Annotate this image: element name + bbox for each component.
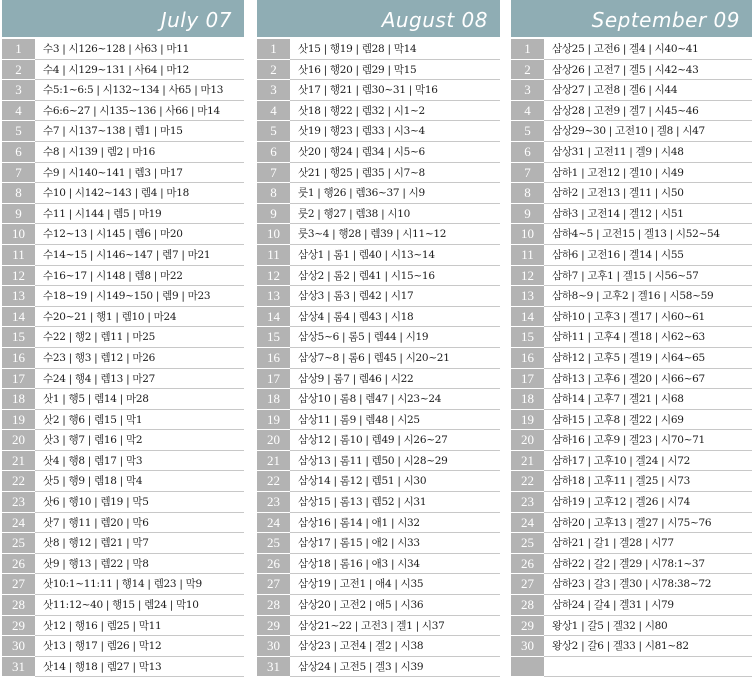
day-number: 9 <box>257 204 290 225</box>
reading-passages: 삼상17 | 롬15 | 애2 | 시33 <box>298 537 420 550</box>
reading-row <box>2 224 244 245</box>
reading-row <box>257 389 500 410</box>
reading-passages: 삼하24 | 갈4 | 겔31 | 시79 <box>552 599 674 612</box>
reading-passages: 삿3 | 행7 | 렘16 | 막2 <box>43 434 143 447</box>
reading-passages: 삿18 | 행22 | 렘32 | 시1~2 <box>298 104 425 117</box>
reading-passages: 삼하2 | 고전13 | 겔11 | 시50 <box>552 187 684 200</box>
month-column-july <box>2 0 244 677</box>
day-number: 19 <box>257 410 290 431</box>
reading-passages: 삼하3 | 고전14 | 겔12 | 시51 <box>552 207 684 220</box>
reading-passages: 삼상23 | 고전4 | 겔2 | 시38 <box>298 640 424 653</box>
reading-row <box>511 224 752 245</box>
reading-passages: 룻3~4 | 행28 | 렘39 | 시11~12 <box>298 228 447 241</box>
reading-row <box>511 554 752 575</box>
reading-row <box>2 410 244 431</box>
reading-passages: 삼상28 | 고전9 | 겔7 | 시45~46 <box>552 104 699 117</box>
day-number: 2 <box>511 60 544 81</box>
reading-passages: 삼하10 | 고후3 | 겔17 | 시60~61 <box>552 310 705 323</box>
reading-row <box>257 204 500 225</box>
reading-passages: 삼하12 | 고후5 | 겔19 | 시64~65 <box>552 351 705 364</box>
reading-passages: 수3 | 시126~128 | 사63 | 마11 <box>43 43 189 55</box>
reading-passages: 삼하22 | 갈2 | 겔29 | 시78:1~37 <box>552 557 705 570</box>
reading-row <box>257 595 500 616</box>
reading-passages: 수14~15 | 시146~147 | 렘7 | 마21 <box>43 248 211 261</box>
reading-row <box>257 60 500 81</box>
reading-row <box>2 142 244 163</box>
reading-passages: 삼하14 | 고후7 | 겔21 | 시68 <box>552 393 684 406</box>
reading-row <box>511 286 752 307</box>
reading-row <box>511 245 752 266</box>
reading-row <box>2 636 244 657</box>
day-number: 29 <box>511 616 544 637</box>
reading-row <box>2 533 244 554</box>
day-number: 23 <box>2 492 35 513</box>
day-number: 1 <box>257 39 290 60</box>
reading-passages: 수12~13 | 시145 | 렘6 | 마20 <box>43 228 183 241</box>
reading-passages: 삼상27 | 고전8 | 겔6 | 시44 <box>552 84 678 97</box>
reading-passages: 삼상12 | 롬10 | 렘49 | 시26~27 <box>298 434 448 447</box>
day-number: 28 <box>257 595 290 616</box>
reading-row <box>257 410 500 431</box>
reading-passages: 삿9 | 행13 | 렘22 | 막8 <box>43 557 149 570</box>
day-number: 9 <box>2 204 35 225</box>
reading-row <box>511 163 752 184</box>
reading-row <box>2 60 244 81</box>
day-number: 15 <box>257 327 290 348</box>
day-number: 2 <box>2 60 35 81</box>
reading-row <box>257 430 500 451</box>
reading-passages: 삼상25 | 고전6 | 겔4 | 시40~41 <box>552 43 699 55</box>
reading-row <box>2 204 244 225</box>
day-number: 18 <box>2 389 35 410</box>
day-number: 22 <box>511 471 544 492</box>
reading-passages: 수9 | 시140~141 | 렘3 | 마17 <box>43 166 183 179</box>
day-number: 21 <box>2 451 35 472</box>
reading-passages: 룻2 | 행27 | 렘38 | 시10 <box>298 207 410 220</box>
reading-passages: 수24 | 행4 | 렘13 | 마27 <box>43 372 155 385</box>
day-number: 5 <box>2 121 35 142</box>
reading-row <box>257 554 500 575</box>
reading-row <box>2 430 244 451</box>
reading-passages: 삼상26 | 고전7 | 겔5 | 시42~43 <box>552 63 699 76</box>
reading-passages: 삼상20 | 고전2 | 애5 | 시36 <box>298 599 424 612</box>
day-number: 5 <box>511 121 544 142</box>
day-number: 3 <box>2 80 35 101</box>
month-column-august <box>257 0 500 677</box>
reading-passages: 수4 | 시129~131 | 사64 | 마12 <box>43 63 189 76</box>
reading-passages: 삿17 | 행21 | 렘30~31 | 막16 <box>298 84 438 97</box>
day-number: 31 <box>2 657 35 678</box>
reading-row <box>511 471 752 492</box>
day-number: 14 <box>257 307 290 328</box>
day-number: 25 <box>257 533 290 554</box>
reading-passages: 수10 | 시142~143 | 렘4 | 마18 <box>43 187 189 200</box>
reading-passages: 왕상2 | 갈6 | 겔33 | 시81~82 <box>552 640 689 653</box>
day-number: 13 <box>2 286 35 307</box>
reading-row <box>511 348 752 369</box>
reading-row <box>511 492 752 513</box>
reading-row <box>2 245 244 266</box>
reading-row <box>2 121 244 142</box>
day-number: 27 <box>2 574 35 595</box>
day-number: 31 <box>257 657 290 678</box>
reading-row <box>2 389 244 410</box>
reading-row <box>257 636 500 657</box>
day-number: 30 <box>257 636 290 657</box>
reading-passages: 삿10:1~11:11 | 행14 | 렘23 | 막9 <box>43 578 202 591</box>
reading-row <box>511 101 752 122</box>
reading-passages: 삼상31 | 고전11 | 겔9 | 시48 <box>552 145 684 158</box>
reading-passages: 삼상14 | 롬12 | 렘51 | 시30 <box>298 475 427 488</box>
reading-passages: 삿21 | 행25 | 렘35 | 시7~8 <box>298 166 425 179</box>
reading-passages: 삼하13 | 고후6 | 겔20 | 시66~67 <box>552 372 705 385</box>
day-number: 27 <box>257 574 290 595</box>
reading-row <box>511 513 752 534</box>
day-number: 8 <box>2 183 35 204</box>
reading-passages: 삼상1 | 롬1 | 렘40 | 시13~14 <box>298 248 435 261</box>
day-number: 16 <box>257 348 290 369</box>
reading-passages: 삼하17 | 고후10 | 겔24 | 시72 <box>552 454 691 467</box>
day-number: 23 <box>511 492 544 513</box>
reading-passages: 삿15 | 행19 | 렘28 | 막14 <box>298 43 417 55</box>
day-number: 8 <box>511 183 544 204</box>
reading-passages: 수6:6~27 | 시135~136 | 사66 | 마14 <box>43 104 220 117</box>
reading-passages: 삼상24 | 고전5 | 겔3 | 시39 <box>298 660 424 673</box>
day-number: 21 <box>257 451 290 472</box>
reading-passages: 삿5 | 행9 | 렘18 | 막4 <box>43 475 143 488</box>
reading-list <box>2 39 244 677</box>
reading-row <box>511 657 752 678</box>
day-number: 24 <box>2 513 35 534</box>
day-number: 15 <box>511 327 544 348</box>
day-number <box>511 657 544 678</box>
day-number: 9 <box>511 204 544 225</box>
reading-passages: 삿12 | 행16 | 렘25 | 막11 <box>43 619 162 632</box>
reading-passages: 삿7 | 행11 | 렘20 | 막6 <box>43 516 149 529</box>
reading-row <box>2 348 244 369</box>
reading-row <box>511 574 752 595</box>
reading-passages: 수7 | 시137~138 | 렘1 | 마15 <box>43 125 183 138</box>
reading-row <box>2 595 244 616</box>
reading-row <box>511 204 752 225</box>
reading-passages: 수16~17 | 시148 | 렘8 | 마22 <box>43 269 183 282</box>
reading-row <box>257 101 500 122</box>
reading-row <box>511 60 752 81</box>
reading-list <box>511 39 752 677</box>
reading-row <box>511 142 752 163</box>
month-title: September 09 <box>511 0 752 37</box>
month-column-september <box>511 0 752 677</box>
reading-passages: 삼하15 | 고후8 | 겔22 | 시69 <box>552 413 684 426</box>
day-number: 30 <box>511 636 544 657</box>
reading-row <box>511 121 752 142</box>
reading-passages: 삼하19 | 고후12 | 겔26 | 시74 <box>552 496 691 509</box>
reading-row <box>257 224 500 245</box>
reading-row <box>2 39 244 60</box>
reading-passages: 삿11:12~40 | 행15 | 렘24 | 막10 <box>43 599 199 612</box>
reading-list <box>257 39 500 677</box>
reading-row <box>257 163 500 184</box>
reading-row <box>2 183 244 204</box>
reading-row <box>2 266 244 287</box>
reading-row <box>511 80 752 101</box>
day-number: 24 <box>257 513 290 534</box>
reading-passages: 삿8 | 행12 | 렘21 | 막7 <box>43 537 149 550</box>
day-number: 30 <box>2 636 35 657</box>
reading-row <box>2 327 244 348</box>
day-number: 10 <box>511 224 544 245</box>
reading-row <box>257 142 500 163</box>
reading-row <box>257 471 500 492</box>
reading-row <box>511 616 752 637</box>
reading-passages: 삼상3 | 롬3 | 렘42 | 시17 <box>298 290 414 303</box>
reading-row <box>2 451 244 472</box>
reading-passages: 삼하21 | 갈1 | 겔28 | 시77 <box>552 537 674 550</box>
reading-row <box>2 286 244 307</box>
day-number: 26 <box>257 554 290 575</box>
day-number: 4 <box>2 101 35 122</box>
day-number: 29 <box>257 616 290 637</box>
reading-passages: 삼상9 | 롬7 | 렘46 | 시22 <box>298 372 414 385</box>
reading-row <box>257 616 500 637</box>
day-number: 26 <box>2 554 35 575</box>
reading-passages: 삿13 | 행17 | 렘26 | 막12 <box>43 640 162 653</box>
reading-passages: 삿19 | 행23 | 렘33 | 시3~4 <box>298 125 425 138</box>
reading-passages: 삼하16 | 고후9 | 겔23 | 시70~71 <box>552 434 705 447</box>
reading-row <box>257 80 500 101</box>
day-number: 1 <box>2 39 35 60</box>
reading-row <box>2 492 244 513</box>
day-number: 5 <box>257 121 290 142</box>
day-number: 20 <box>2 430 35 451</box>
day-number: 3 <box>257 80 290 101</box>
day-number: 12 <box>257 266 290 287</box>
day-number: 27 <box>511 574 544 595</box>
reading-row <box>257 286 500 307</box>
day-number: 7 <box>2 163 35 184</box>
day-number: 20 <box>257 430 290 451</box>
reading-row <box>2 574 244 595</box>
reading-passages: 삿14 | 행18 | 렘27 | 막13 <box>43 660 162 673</box>
reading-row <box>257 533 500 554</box>
reading-row <box>511 327 752 348</box>
reading-row <box>257 369 500 390</box>
day-number: 10 <box>2 224 35 245</box>
reading-passages: 삿2 | 행6 | 렘15 | 막1 <box>43 413 143 426</box>
day-number: 16 <box>511 348 544 369</box>
day-number: 21 <box>511 451 544 472</box>
day-number: 24 <box>511 513 544 534</box>
day-number: 16 <box>2 348 35 369</box>
reading-row <box>2 657 244 678</box>
reading-passages: 삿16 | 행20 | 렘29 | 막15 <box>298 63 417 76</box>
reading-row <box>257 492 500 513</box>
day-number: 12 <box>2 266 35 287</box>
reading-passages: 삿1 | 행5 | 렘14 | 마28 <box>43 393 149 406</box>
reading-row <box>257 245 500 266</box>
reading-row <box>511 636 752 657</box>
day-number: 26 <box>511 554 544 575</box>
day-number: 22 <box>2 471 35 492</box>
reading-row <box>257 266 500 287</box>
day-number: 4 <box>511 101 544 122</box>
reading-row <box>257 574 500 595</box>
reading-passages: 삼하7 | 고후1 | 겔15 | 시56~57 <box>552 269 699 282</box>
day-number: 8 <box>257 183 290 204</box>
reading-passages: 삼하20 | 고후13 | 겔27 | 시75~76 <box>552 516 712 529</box>
reading-passages: 삼하23 | 갈3 | 겔30 | 시78:38~72 <box>552 578 712 591</box>
day-number: 6 <box>257 142 290 163</box>
reading-row <box>511 307 752 328</box>
day-number: 4 <box>257 101 290 122</box>
day-number: 1 <box>511 39 544 60</box>
reading-row <box>511 410 752 431</box>
reading-passages: 수20~21 | 행1 | 렘10 | 마24 <box>43 310 177 323</box>
reading-row <box>257 183 500 204</box>
reading-passages: 수5:1~6:5 | 시132~134 | 사65 | 마13 <box>43 84 224 97</box>
reading-passages: 삼상16 | 롬14 | 애1 | 시32 <box>298 516 420 529</box>
reading-row <box>257 451 500 472</box>
reading-row <box>2 163 244 184</box>
reading-passages: 수8 | 시139 | 렘2 | 마16 <box>43 145 155 158</box>
day-number: 18 <box>257 389 290 410</box>
reading-passages: 삼상5~6 | 롬5 | 렘44 | 시19 <box>298 331 429 344</box>
reading-passages: 삼상18 | 롬16 | 애3 | 시34 <box>298 557 420 570</box>
day-number: 18 <box>511 389 544 410</box>
reading-row <box>257 121 500 142</box>
day-number: 13 <box>511 286 544 307</box>
reading-row <box>511 183 752 204</box>
day-number: 14 <box>2 307 35 328</box>
reading-passages: 삿6 | 행10 | 렘19 | 막5 <box>43 496 149 509</box>
day-number: 7 <box>511 163 544 184</box>
reading-passages: 삼상13 | 롬11 | 렘50 | 시28~29 <box>298 454 448 467</box>
reading-row <box>2 80 244 101</box>
day-number: 15 <box>2 327 35 348</box>
reading-passages: 삼상21~22 | 고전3 | 겔1 | 시37 <box>298 619 445 632</box>
reading-row <box>257 307 500 328</box>
reading-passages: 삼상4 | 롬4 | 렘43 | 시18 <box>298 310 414 323</box>
day-number: 25 <box>2 533 35 554</box>
day-number: 20 <box>511 430 544 451</box>
day-number: 17 <box>257 369 290 390</box>
reading-row <box>2 307 244 328</box>
reading-row <box>2 513 244 534</box>
reading-row <box>2 369 244 390</box>
day-number: 19 <box>2 410 35 431</box>
day-number: 12 <box>511 266 544 287</box>
day-number: 11 <box>257 245 290 266</box>
reading-passages: 수18~19 | 시149~150 | 렘9 | 마23 <box>43 290 211 303</box>
reading-row <box>2 554 244 575</box>
reading-passages: 수11 | 시144 | 렘5 | 마19 <box>43 207 162 220</box>
reading-passages: 삼상11 | 롬9 | 렘48 | 시25 <box>298 413 420 426</box>
reading-row <box>511 39 752 60</box>
reading-passages: 삼상10 | 롬8 | 렘47 | 시23~24 <box>298 393 442 406</box>
reading-passages <box>544 657 752 677</box>
reading-passages: 삼상7~8 | 롬6 | 렘45 | 시20~21 <box>298 351 450 364</box>
day-number: 29 <box>2 616 35 637</box>
month-title: August 08 <box>257 0 500 37</box>
reading-passages: 삼상15 | 롬13 | 렘52 | 시31 <box>298 496 427 509</box>
day-number: 3 <box>511 80 544 101</box>
reading-passages: 삿20 | 행24 | 렘34 | 시5~6 <box>298 145 425 158</box>
reading-row <box>2 616 244 637</box>
day-number: 17 <box>2 369 35 390</box>
reading-passages: 삼상2 | 롬2 | 렘41 | 시15~16 <box>298 269 435 282</box>
reading-row <box>257 657 500 678</box>
day-number: 23 <box>257 492 290 513</box>
reading-row <box>257 513 500 534</box>
reading-row <box>257 327 500 348</box>
month-title: July 07 <box>2 0 244 37</box>
day-number: 11 <box>2 245 35 266</box>
reading-passages: 삼하18 | 고후11 | 겔25 | 시73 <box>552 475 691 488</box>
reading-passages: 삼하1 | 고전12 | 겔10 | 시49 <box>552 166 684 179</box>
reading-row <box>511 595 752 616</box>
reading-row <box>2 101 244 122</box>
day-number: 22 <box>257 471 290 492</box>
day-number: 28 <box>511 595 544 616</box>
reading-row <box>257 39 500 60</box>
reading-row <box>511 266 752 287</box>
reading-passages: 삼하11 | 고후4 | 겔18 | 시62~63 <box>552 331 705 344</box>
day-number: 13 <box>257 286 290 307</box>
reading-passages: 삼상19 | 고전1 | 애4 | 시35 <box>298 578 424 591</box>
reading-passages: 수22 | 행2 | 렘11 | 마25 <box>43 331 155 344</box>
day-number: 28 <box>2 595 35 616</box>
reading-passages: 삼하4~5 | 고전15 | 겔13 | 시52~54 <box>552 228 720 241</box>
reading-row <box>511 533 752 554</box>
reading-passages: 왕상1 | 갈5 | 겔32 | 시80 <box>552 619 668 632</box>
day-number: 2 <box>257 60 290 81</box>
day-number: 6 <box>2 142 35 163</box>
reading-passages: 삿4 | 행8 | 렘17 | 막3 <box>43 454 143 467</box>
day-number: 7 <box>257 163 290 184</box>
day-number: 19 <box>511 410 544 431</box>
reading-row <box>511 430 752 451</box>
day-number: 17 <box>511 369 544 390</box>
day-number: 11 <box>511 245 544 266</box>
reading-row <box>257 348 500 369</box>
reading-passages: 삼하8~9 | 고후2 | 겔16 | 시58~59 <box>552 290 714 303</box>
day-number: 14 <box>511 307 544 328</box>
reading-row <box>511 451 752 472</box>
reading-passages: 삼하6 | 고전16 | 겔14 | 시55 <box>552 248 684 261</box>
day-number: 10 <box>257 224 290 245</box>
day-number: 25 <box>511 533 544 554</box>
reading-passages: 수23 | 행3 | 렘12 | 마26 <box>43 351 155 364</box>
reading-row <box>511 369 752 390</box>
reading-passages: 룻1 | 행26 | 렘36~37 | 시9 <box>298 187 425 200</box>
reading-row <box>2 471 244 492</box>
reading-passages: 삼상29~30 | 고전10 | 겔8 | 시47 <box>552 125 705 138</box>
reading-row <box>511 389 752 410</box>
day-number: 6 <box>511 142 544 163</box>
